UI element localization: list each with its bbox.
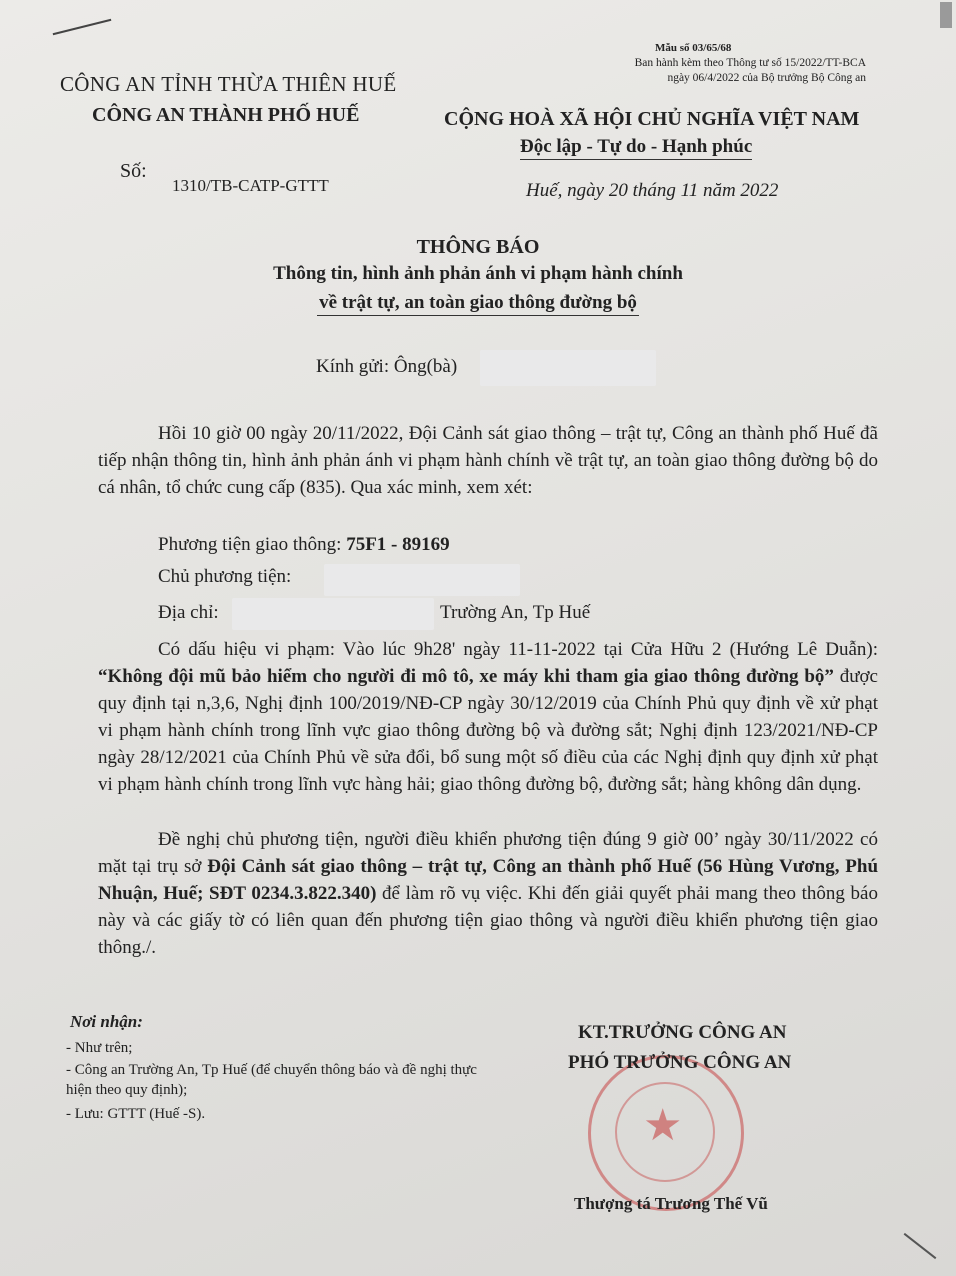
document-title: THÔNG BÁO bbox=[416, 236, 540, 258]
greeting: Kính gửi: Ông(bà) bbox=[316, 356, 458, 377]
pen-stroke bbox=[53, 19, 112, 35]
vehicle-line bbox=[158, 534, 450, 556]
violation-legal-basis: được quy định tại n,3,6, Nghị định 100/2019/NĐ-CP ngày 30/12/2019 của Chính Phủ quy định về xử phạt vi phạm hành chính trong lĩnh vực giao thông đường bộ và đường sắt; Nghị định 123/2021/NĐ-CP ngày 28/12/2021 của Chính Phủ về sửa đổi, bổ sung một số điều của các Nghị định quy định xử phạt vi phạm hành chính trong lĩnh vực hàng hải; giao thông đường bộ, đường sắt; hàng không dân dụng. bbox=[98, 666, 878, 795]
intro-paragraph: Hồi 10 giờ 00 ngày 20/11/2022, Đội Cảnh sát giao thông – trật tự, Công an thành phố Huế đã tiếp nhận thông tin, hình ảnh phản ánh vi phạm hành chính về trật tự, an toàn giao thông đường bộ do cá nhân, tổ chức cung cấp (835). Qua xác minh, xem xét: bbox=[98, 423, 878, 498]
scan-edge-mark bbox=[940, 2, 952, 28]
document-subtitle: Thông tin, hình ảnh phản ánh vi phạm hành chính bbox=[273, 263, 683, 284]
issuing-agency: CÔNG AN THÀNH PHỐ HUẾ bbox=[92, 104, 360, 126]
form-issued-note bbox=[566, 56, 866, 86]
doc-number-label: Số: bbox=[120, 160, 147, 182]
redaction-box bbox=[324, 564, 520, 596]
signature-subtitle: PHÓ TRƯỞNG CÔNG AN bbox=[568, 1052, 792, 1073]
address-value: Trường An, Tp Huế bbox=[440, 602, 591, 623]
recipient-item: - Như trên; bbox=[66, 1040, 133, 1056]
request-instructions: để làm rõ vụ việc. Khi đến giải quyết phải mang theo thông báo này và các giấy tờ có liên quan đến phương tiện giao thông và người điều khiển phương tiện giao thông./. bbox=[98, 883, 878, 958]
violation-description: “Không đội mũ bảo hiểm cho người đi mô tô, xe máy khi tham gia giao thông đường bộ” bbox=[98, 666, 834, 687]
form-issued-line: Ban hành kèm theo Thông tư số 15/2022/TT-BCA bbox=[634, 57, 866, 69]
recipient-item: - Lưu: GTTT (Huế -S). bbox=[66, 1106, 206, 1122]
address-label: Địa chỉ: bbox=[158, 602, 219, 623]
seal-star-icon: ★ bbox=[643, 1101, 683, 1150]
document-subtitle-text: về trật tự, an toàn giao thông đường bộ bbox=[317, 292, 639, 316]
redaction-box bbox=[232, 598, 434, 630]
vehicle-label: Phương tiện giao thông: bbox=[158, 534, 342, 555]
document-subtitle bbox=[0, 292, 956, 314]
request-paragraph bbox=[98, 826, 878, 961]
date-line: Huế, ngày 20 tháng 11 năm 2022 bbox=[526, 180, 779, 201]
violation-intro: Có dấu hiệu vi phạm: Vào lúc 9h28' ngày 11-11-2022 tại Cửa Hữu 2 (Hướng Lê Duẫn): bbox=[158, 639, 878, 660]
doc-number: 1310/TB-CATP-GTTT bbox=[172, 176, 329, 195]
license-plate: 75F1 - 89169 bbox=[346, 534, 450, 555]
form-number: Mẫu số 03/65/68 bbox=[655, 42, 732, 54]
request-intro: Đề nghị chủ phương tiện, người điều khiển phương tiện đúng 9 giờ 00’ ngày 30/11/2022 có mặt tại trụ sở bbox=[98, 829, 878, 877]
signature-title: KT.TRƯỞNG CÔNG AN bbox=[578, 1022, 787, 1043]
recipients-heading: Nơi nhận: bbox=[70, 1012, 143, 1031]
signer-name: Thượng tá Trương Thế Vũ bbox=[574, 1194, 768, 1213]
recipient-item: - Công an Trường An, Tp Huế (để chuyển thông báo và đề nghị thực hiện theo quy định); bbox=[66, 1062, 477, 1098]
owner-label: Chủ phương tiện: bbox=[158, 566, 292, 587]
request-location: Đội Cảnh sát giao thông – trật tự, Công an thành phố Huế (56 Hùng Vương, Phú Nhuận, Huế; SĐT 0234.3.822.340) bbox=[98, 856, 879, 904]
form-issued-line: ngày 06/4/2022 của Bộ trưởng Bộ Công an bbox=[667, 72, 866, 84]
official-seal bbox=[588, 1055, 744, 1211]
parent-agency: CÔNG AN TỈNH THỪA THIÊN HUẾ bbox=[60, 72, 397, 96]
pen-stroke bbox=[904, 1233, 937, 1259]
violation-paragraph bbox=[98, 636, 878, 798]
country-name: CỘNG HOÀ XÃ HỘI CHỦ NGHĨA VIỆT NAM bbox=[444, 108, 860, 130]
national-motto: Độc lập - Tự do - Hạnh phúc bbox=[520, 136, 752, 160]
redaction-box bbox=[480, 350, 656, 386]
